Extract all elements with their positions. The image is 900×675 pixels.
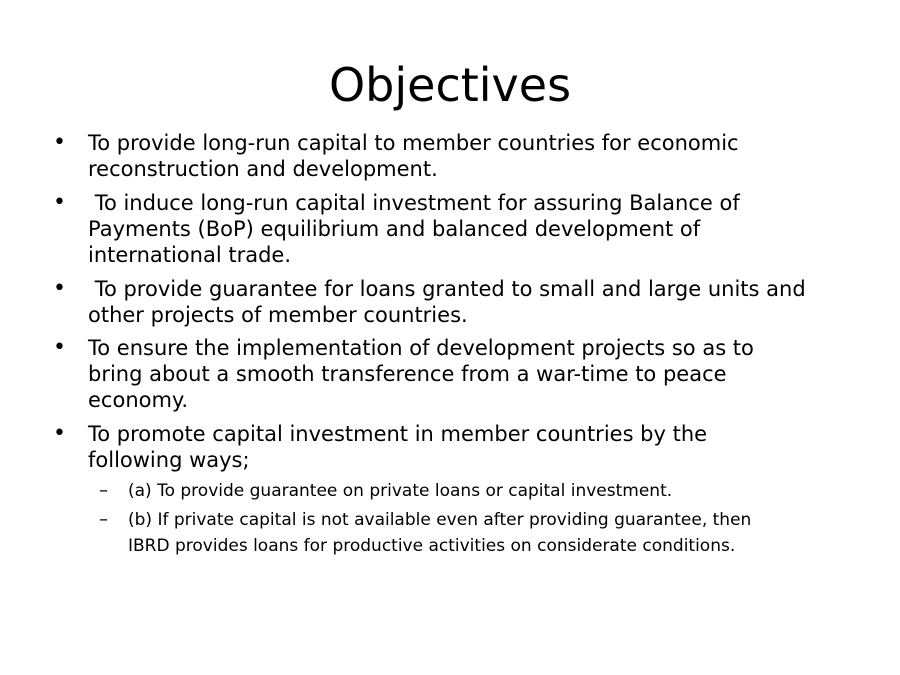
bullet-marker: • bbox=[53, 335, 66, 360]
sub-bullet-marker: – bbox=[99, 509, 108, 530]
slide-content bbox=[0, 130, 900, 650]
sub-bullet-marker: – bbox=[99, 480, 108, 501]
bullet-text: To induce long-run capital investment for assuring Balance of Payments (BoP) equilibrium and balanced development of international trade. bbox=[88, 191, 740, 267]
bullet-marker: • bbox=[53, 130, 66, 155]
bullet-text: To provide guarantee for loans granted to small and large units and other projects of member countries. bbox=[88, 277, 806, 327]
bullet-text: To provide long-run capital to member countries for economic reconstruction and development. bbox=[88, 131, 739, 181]
slide-title: Objectives bbox=[328, 58, 572, 112]
bullet-marker: • bbox=[53, 276, 66, 301]
bullet-marker: • bbox=[53, 190, 66, 215]
sub-bullet-text: (b) If private capital is not available even after providing guarantee, then IBRD provides loans for productive activities on considerate conditions. bbox=[128, 510, 752, 556]
bullet-text: To promote capital investment in member countries by the following ways; bbox=[88, 422, 708, 472]
sub-bullet-text: (a) To provide guarantee on private loans or capital investment. bbox=[128, 481, 673, 501]
bullet-marker: • bbox=[53, 421, 66, 446]
bullet-text: To ensure the implementation of development projects so as to bring about a smooth transference from a war-time to peace economy. bbox=[88, 336, 754, 412]
